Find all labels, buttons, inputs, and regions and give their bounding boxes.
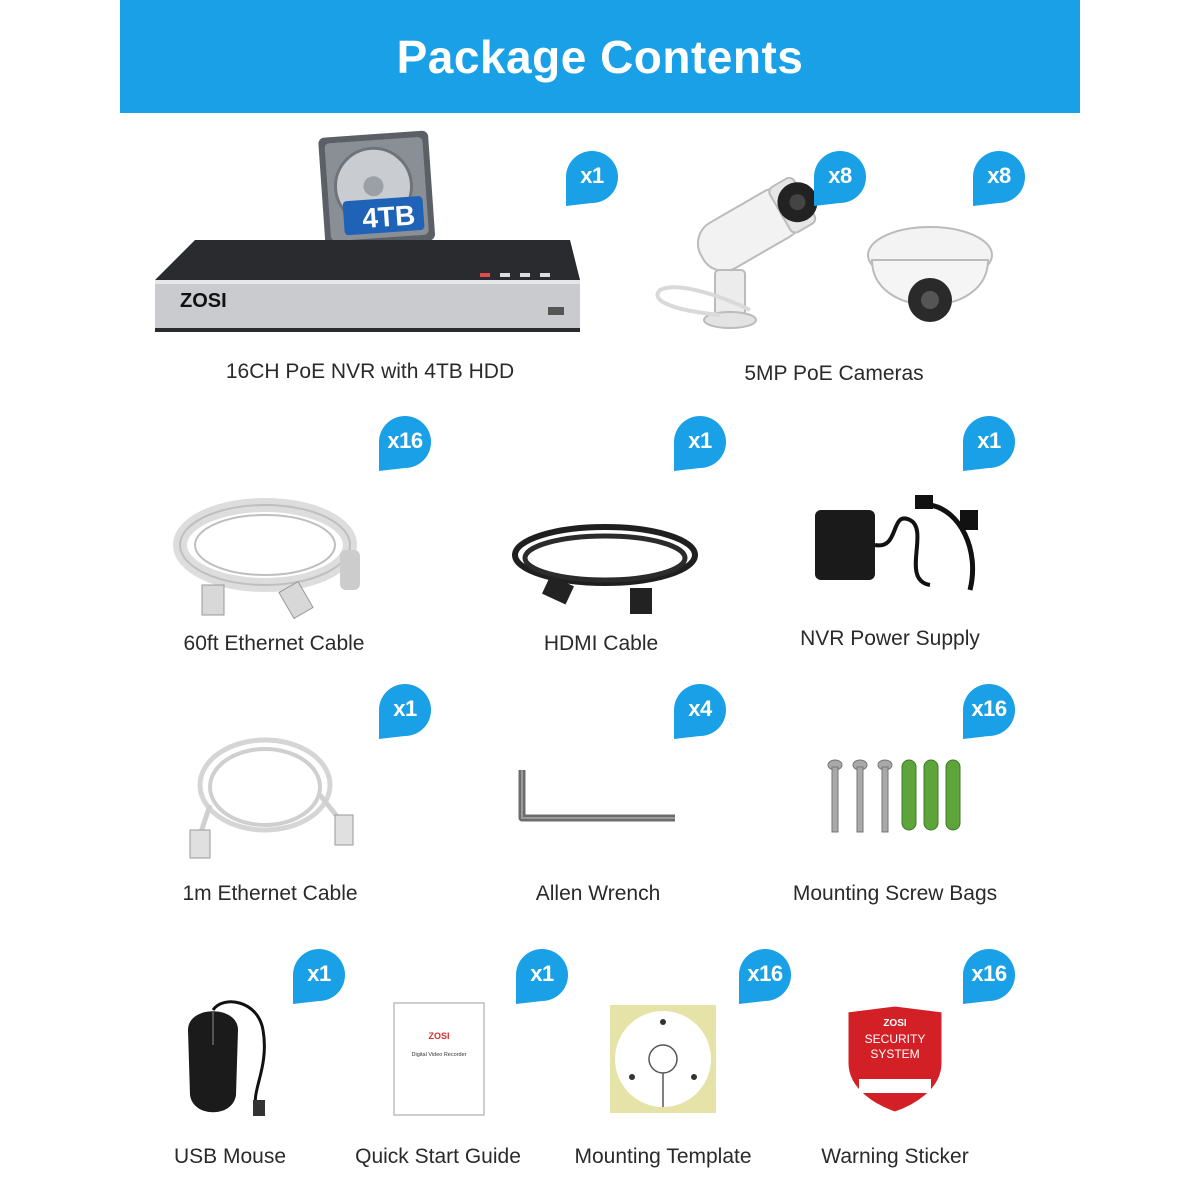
screw-bags-image xyxy=(820,755,970,845)
qty-badge-usb-mouse xyxy=(292,948,346,1006)
qty-label: x16 xyxy=(747,961,783,986)
guide-brand: ZOSI xyxy=(428,1031,450,1041)
qty-label: x4 xyxy=(688,696,712,721)
qty-label: x16 xyxy=(971,961,1007,986)
item-label-ethernet-60ft: 60ft Ethernet Cable xyxy=(183,632,365,655)
warning-sticker-item xyxy=(843,1003,947,1115)
qty-label: x1 xyxy=(393,696,417,721)
qty-label: x1 xyxy=(530,961,554,986)
nvr-brand: ZOSI xyxy=(180,290,227,312)
item-label-nvr: 16CH PoE NVR with 4TB HDD xyxy=(225,360,515,383)
item-label-usb-mouse: USB Mouse xyxy=(173,1145,287,1168)
qty-label: x1 xyxy=(307,961,331,986)
sticker-line-2: SYSTEM xyxy=(870,1047,920,1061)
qty-badge-ethernet-1m xyxy=(378,683,432,741)
page-title: Package Contents xyxy=(396,30,804,83)
quick-start-guide-item xyxy=(393,1002,485,1116)
nvr-item xyxy=(150,130,600,350)
ethernet-1m-item xyxy=(180,735,370,865)
qty-badge-dome-camera xyxy=(972,150,1026,208)
qty-label: x8 xyxy=(828,163,852,188)
power-supply-item xyxy=(810,490,990,600)
sticker-brand: ZOSI xyxy=(883,1018,907,1029)
ethernet-60ft-image xyxy=(170,490,390,620)
qty-label: x1 xyxy=(688,428,712,453)
guide-title: Digital Video Recorder xyxy=(411,1052,467,1058)
ethernet-1m-image xyxy=(180,735,370,865)
qty-badge-hdmi xyxy=(673,415,727,473)
qty-label: x16 xyxy=(387,428,423,453)
usb-mouse-image xyxy=(178,1000,288,1120)
qty-badge-screw-bags xyxy=(962,683,1016,741)
warning-sticker-image xyxy=(843,1003,947,1115)
item-label-screw-bags: Mounting Screw Bags xyxy=(792,882,998,905)
item-label-cameras: 5MP PoE Cameras xyxy=(744,362,924,385)
qty-label: x1 xyxy=(580,163,604,188)
qty-badge-mounting-template xyxy=(738,948,792,1006)
item-label-mounting-template: Mounting Template xyxy=(574,1145,752,1168)
allen-wrench-image xyxy=(510,760,690,840)
qty-label: x1 xyxy=(977,428,1001,453)
page-header xyxy=(120,0,1080,113)
power-supply-image xyxy=(810,490,990,600)
sticker-line-1: SECURITY xyxy=(864,1032,926,1046)
qty-label: x16 xyxy=(971,696,1007,721)
item-label-allen-wrench: Allen Wrench xyxy=(535,882,661,905)
item-label-hdmi: HDMI Cable xyxy=(543,632,659,655)
item-label-quick-start-guide: Quick Start Guide xyxy=(355,1145,521,1168)
qty-badge-allen-wrench xyxy=(673,683,727,741)
hdd-label: 4TB xyxy=(361,199,417,234)
hdmi-image xyxy=(505,510,705,620)
screw-bags-item xyxy=(820,755,970,845)
nvr-image xyxy=(150,130,600,350)
item-label-ethernet-1m: 1m Ethernet Cable xyxy=(182,882,358,905)
item-label-warning-sticker: Warning Sticker xyxy=(821,1145,969,1168)
allen-wrench-item xyxy=(510,760,690,840)
qty-label: x8 xyxy=(987,163,1011,188)
usb-mouse-item xyxy=(178,1000,288,1120)
item-label-power-supply: NVR Power Supply xyxy=(800,627,980,650)
qty-badge-bullet-camera xyxy=(813,150,867,208)
qty-badge-nvr xyxy=(565,150,619,208)
quick-start-guide-image xyxy=(393,1002,485,1116)
hdmi-item xyxy=(505,510,705,620)
qty-badge-quick-start-guide xyxy=(515,948,569,1006)
qty-badge-power-supply xyxy=(962,415,1016,473)
qty-badge-warning-sticker xyxy=(962,948,1016,1006)
mounting-template-image xyxy=(610,1005,716,1113)
qty-badge-ethernet-60ft xyxy=(378,415,432,473)
ethernet-60ft-item xyxy=(170,490,390,620)
mounting-template-item xyxy=(610,1005,716,1113)
